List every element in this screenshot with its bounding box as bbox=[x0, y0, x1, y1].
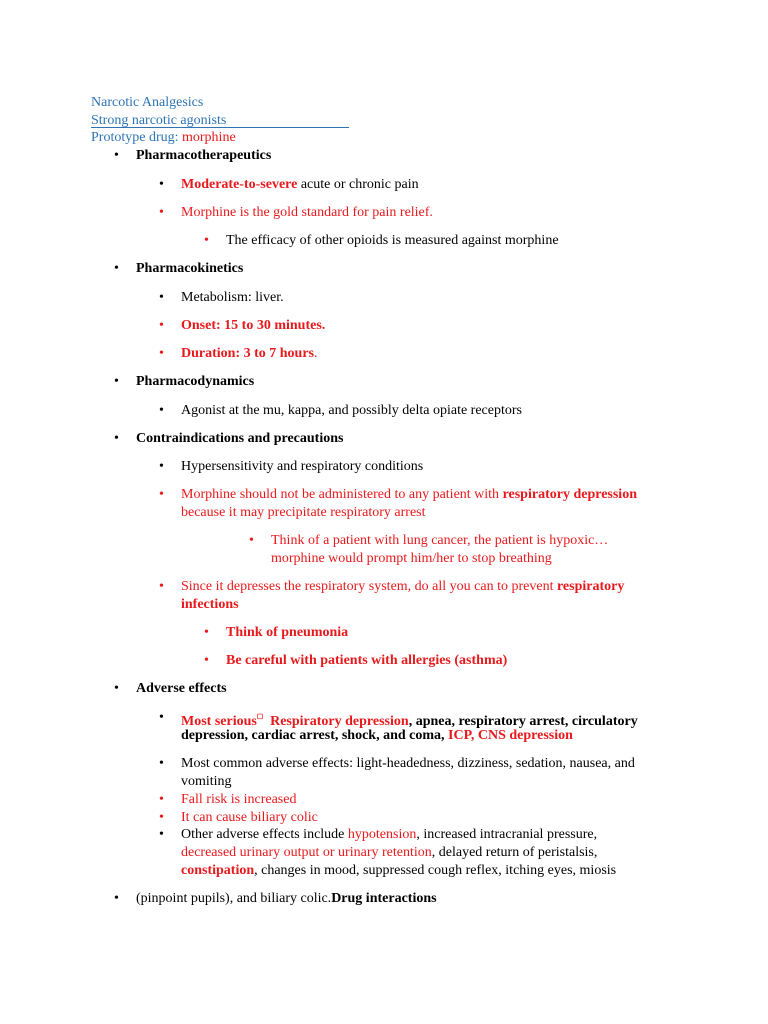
list-item: Be careful with patients with allergies (asthma) bbox=[226, 653, 508, 668]
list-item bbox=[181, 345, 318, 362]
list-item bbox=[136, 890, 437, 907]
heading-pharmacotherapeutics: Pharmacotherapeutics bbox=[136, 148, 272, 163]
item-text: depression, cardiac arrest, shock, and coma, bbox=[181, 728, 445, 743]
list-item bbox=[181, 578, 624, 595]
item-text: Morphine should not be administered to any patient with bbox=[181, 487, 500, 502]
bullet: • bbox=[159, 318, 164, 333]
emphasis-text: respiratory bbox=[556, 579, 625, 594]
bullet: • bbox=[159, 403, 164, 418]
item-text: Since it depresses the respiratory system, do all you can to prevent bbox=[181, 579, 554, 594]
list-item: Morphine is the gold standard for pain relief. bbox=[181, 205, 433, 220]
item-text: , increased intracranial pressure, bbox=[416, 827, 598, 842]
bullet: • bbox=[114, 148, 119, 163]
item-text: acute or chronic pain bbox=[300, 177, 419, 192]
list-item: Metabolism: liver. bbox=[181, 290, 284, 305]
bullet: • bbox=[249, 533, 254, 548]
bullet: • bbox=[159, 459, 164, 474]
list-item-continuation: infections bbox=[181, 597, 239, 612]
item-text: . bbox=[314, 346, 318, 361]
list-item-continuation: morphine would prompt him/her to stop breathing bbox=[271, 551, 552, 566]
item-text: , changes in mood, suppressed cough reflex, itching eyes, miosis bbox=[254, 863, 617, 878]
heading-contraindications: Contraindications and precautions bbox=[136, 431, 344, 446]
bullet: • bbox=[159, 177, 164, 192]
heading-pharmacodynamics: Pharmacodynamics bbox=[136, 374, 255, 389]
bullet: • bbox=[204, 653, 209, 668]
bullet: • bbox=[159, 792, 164, 807]
list-item: Think of a patient with lung cancer, the patient is hypoxic… bbox=[271, 533, 609, 548]
list-item: It can cause biliary colic bbox=[181, 810, 318, 825]
item-text: (pinpoint pupils), and biliary colic. bbox=[136, 891, 332, 906]
emphasis-text: constipation bbox=[181, 863, 255, 878]
heading-drug-interactions: Drug interactions bbox=[331, 891, 437, 906]
doc-subtitle: Strong narcotic agonists bbox=[91, 113, 227, 128]
prototype-label: Prototype drug: bbox=[91, 130, 179, 145]
item-text: Other adverse effects include bbox=[181, 827, 345, 842]
prototype-value: morphine bbox=[182, 130, 236, 145]
bullet: • bbox=[204, 625, 209, 640]
subtitle-underline bbox=[91, 127, 349, 128]
bullet: • bbox=[159, 205, 164, 220]
bullet: • bbox=[159, 810, 164, 825]
emphasis-text: ICP, CNS depression bbox=[448, 728, 573, 743]
bullet: • bbox=[159, 710, 164, 725]
emphasis-text: Moderate-to-severe bbox=[181, 177, 298, 192]
list-item-continuation bbox=[181, 862, 616, 879]
list-item: The efficacy of other opioids is measured against morphine bbox=[226, 233, 559, 248]
emphasis-text: Duration: 3 to 7 hours bbox=[181, 346, 315, 361]
emphasis-text: hypotension bbox=[347, 827, 417, 842]
list-item: Hypersensitivity and respiratory conditions bbox=[181, 459, 424, 474]
bullet: • bbox=[114, 374, 119, 389]
doc-title: Narcotic Analgesics bbox=[91, 95, 204, 110]
list-item bbox=[181, 176, 419, 193]
bullet: • bbox=[159, 827, 164, 842]
item-text: , apnea, respiratory arrest, circulatory bbox=[408, 714, 638, 729]
list-item-continuation: because it may precipitate respiratory arrest bbox=[181, 505, 426, 520]
bullet: • bbox=[204, 233, 209, 248]
bullet: • bbox=[114, 681, 119, 696]
list-item: Fall risk is increased bbox=[181, 792, 297, 807]
bullet: • bbox=[159, 756, 164, 771]
list-item: Onset: 15 to 30 minutes. bbox=[181, 318, 326, 333]
bullet: • bbox=[114, 431, 119, 446]
list-item bbox=[181, 486, 637, 503]
bullet: • bbox=[114, 261, 119, 276]
emphasis-text: Most serious bbox=[181, 714, 257, 729]
list-item-continuation: vomiting bbox=[181, 774, 232, 789]
bullet: • bbox=[159, 579, 164, 594]
emphasis-text: respiratory depression bbox=[502, 487, 637, 502]
list-item: Agonist at the mu, kappa, and possibly delta opiate receptors bbox=[181, 403, 522, 418]
bullet: • bbox=[159, 346, 164, 361]
emphasis-text: Respiratory depression bbox=[270, 714, 409, 729]
prototype-line bbox=[91, 129, 236, 146]
list-item: Think of pneumonia bbox=[226, 625, 349, 640]
list-item-continuation bbox=[181, 844, 597, 861]
list-item bbox=[181, 826, 597, 843]
item-text: , delayed return of peristalsis, bbox=[431, 845, 598, 860]
heading-adverse-effects: Adverse effects bbox=[136, 681, 227, 696]
list-item-continuation bbox=[181, 727, 573, 744]
list-item: Most common adverse effects: light-headedness, dizziness, sedation, nausea, and bbox=[181, 756, 635, 771]
heading-pharmacokinetics: Pharmacokinetics bbox=[136, 261, 244, 276]
bullet: • bbox=[159, 290, 164, 305]
emphasis-text: decreased urinary output or urinary retention bbox=[181, 845, 432, 860]
bullet: • bbox=[159, 487, 164, 502]
footnote-mark: ☐ bbox=[256, 713, 264, 721]
bullet: • bbox=[114, 891, 119, 906]
